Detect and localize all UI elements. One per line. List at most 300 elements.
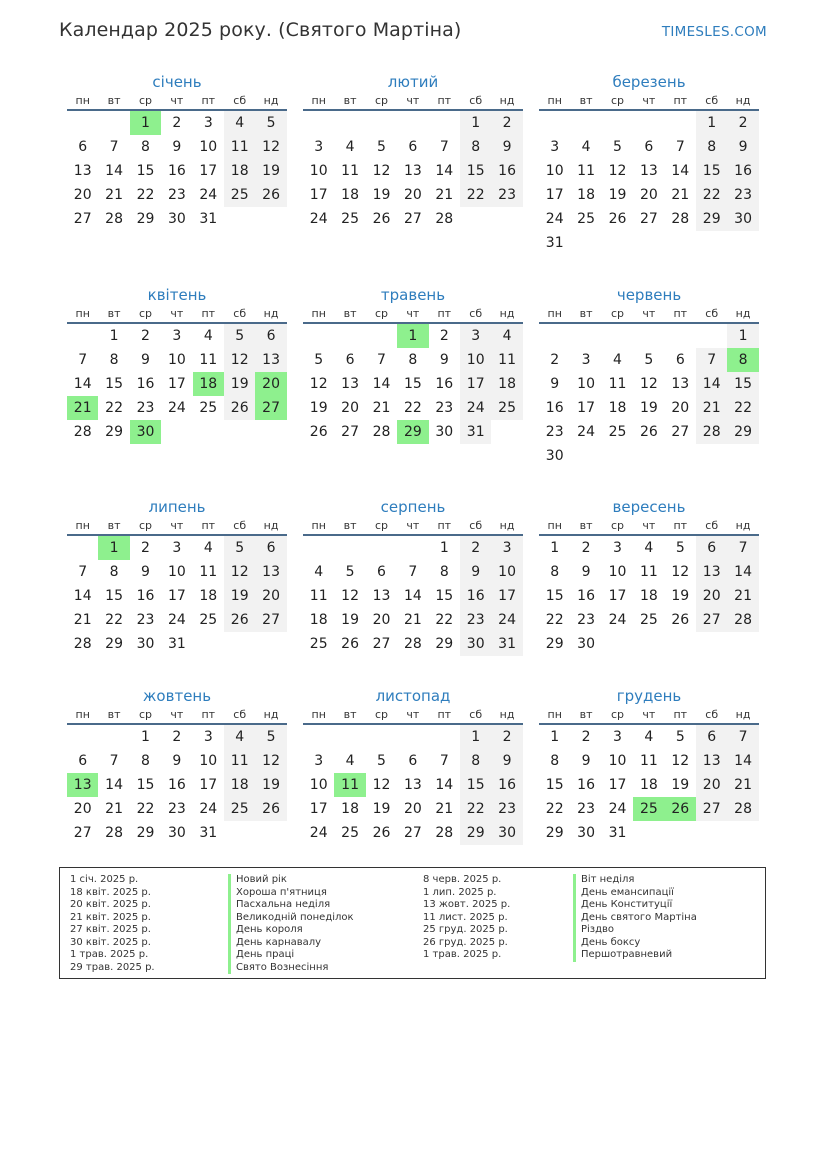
weekday-label: нд [263, 307, 279, 320]
weekday-header [303, 305, 523, 323]
day-cell: 22 [727, 396, 758, 420]
month-name: грудень [616, 687, 682, 705]
weekday-label: сб [233, 94, 247, 107]
day-cell: 23 [167, 801, 186, 817]
day-cell: 14 [73, 588, 92, 604]
day-cell: 7 [439, 139, 449, 155]
day-cell: 9 [581, 564, 591, 580]
day-cell: 28 [727, 797, 758, 821]
day-cell: 19 [372, 801, 391, 817]
weekday-label: пт [201, 708, 216, 721]
day-cell: 13 [341, 376, 359, 392]
day-cell: 26 [224, 608, 255, 632]
day-cell: 12 [255, 749, 286, 773]
weekday-label: вт [107, 708, 121, 721]
day-cell: 23 [435, 400, 454, 416]
day-cell: 12 [372, 777, 391, 793]
day-cell: 7 [439, 753, 449, 769]
day-cell: 12 [639, 376, 658, 392]
weekday-label: ср [610, 94, 624, 107]
weekday-label: ср [138, 708, 152, 721]
weekday-label: нд [499, 307, 515, 320]
month-block [303, 285, 523, 440]
day-cell: 2 [141, 328, 150, 344]
weekday-label: вт [107, 94, 121, 107]
legend-holiday-name: День емансипації [573, 887, 697, 900]
weekday-label: нд [735, 307, 751, 320]
day-cell: 23 [491, 183, 522, 207]
day-cell: 20 [639, 187, 658, 203]
weekday-label: вт [343, 519, 357, 532]
day-cell: 18 [224, 773, 255, 797]
day-cell: 13 [403, 163, 422, 179]
weekday-label: нд [263, 519, 279, 532]
month-block [539, 497, 759, 652]
legend-holiday-name: День короля [228, 924, 354, 937]
day-cell: 4 [203, 328, 213, 344]
day-cell: 6 [696, 536, 727, 560]
day-cell: 15 [435, 588, 454, 604]
day-cell: 2 [141, 540, 150, 556]
day-cell: 22 [403, 400, 422, 416]
day-cell: 28 [372, 424, 391, 440]
day-cell: 14 [696, 372, 727, 396]
legend-holiday-name: День карнавалу [228, 937, 354, 950]
weekday-label: ср [374, 94, 388, 107]
day-cell: 29 [460, 821, 491, 845]
day-cell: 2 [460, 536, 491, 560]
day-cell: 12 [224, 348, 255, 372]
day-cell: 9 [172, 753, 182, 769]
day-cell: 16 [460, 584, 491, 608]
month-name: вересень [612, 498, 686, 516]
weekday-header [67, 305, 287, 323]
day-cell: 29 [696, 207, 727, 231]
day-cell: 10 [577, 376, 595, 392]
weekday-label: чт [642, 307, 656, 320]
day-cell: 7 [78, 564, 88, 580]
day-cell: 25 [633, 797, 664, 821]
day-cell: 28 [73, 636, 92, 652]
day-cell: 25 [224, 797, 255, 821]
day-cell: 24 [167, 400, 186, 416]
weekday-label: сб [705, 708, 719, 721]
day-cell: 28 [403, 636, 422, 652]
day-cell: 25 [608, 424, 627, 440]
day-cell: 9 [439, 352, 449, 368]
legend-holiday-name: День боксу [573, 937, 697, 950]
day-cell: 24 [545, 211, 564, 227]
day-cell: 8 [550, 753, 560, 769]
day-cell: 30 [577, 636, 595, 652]
day-cell: 24 [460, 396, 491, 420]
month-block [303, 686, 523, 841]
day-cell: 19 [608, 187, 627, 203]
day-cell: 4 [613, 352, 622, 368]
day-cell: 28 [727, 608, 758, 632]
day-cell: 28 [435, 211, 454, 227]
day-cell: 23 [136, 612, 155, 628]
day-cell: 1 [460, 725, 491, 749]
weekday-label: чт [406, 519, 420, 532]
day-cell: 2 [439, 328, 449, 344]
day-cell: 4 [224, 111, 255, 135]
day-cell: 23 [577, 801, 595, 817]
day-cell: 19 [255, 773, 286, 797]
day-cell: 15 [105, 376, 123, 392]
day-cell: 28 [73, 424, 92, 440]
day-cell: 6 [345, 352, 355, 368]
day-cell: 6 [644, 139, 654, 155]
day-cell: 17 [309, 801, 328, 817]
day-cell: 12 [255, 135, 286, 159]
day-cell: 27 [255, 396, 286, 420]
weekday-label: пн [75, 94, 90, 107]
weekday-header [67, 92, 287, 110]
month-block [539, 285, 759, 464]
weekday-label: ср [138, 519, 152, 532]
legend-holiday-name: Новий рік [228, 874, 354, 887]
day-cell: 15 [545, 777, 564, 793]
day-cell: 15 [545, 588, 564, 604]
day-cell: 4 [491, 324, 522, 348]
month-name: травень [380, 286, 446, 304]
day-cell: 3 [172, 328, 182, 344]
weekday-label: пт [673, 94, 688, 107]
day-cell: 1 [141, 729, 150, 745]
day-cell: 26 [608, 211, 627, 227]
day-cell: 24 [167, 612, 186, 628]
day-cell: 28 [435, 825, 454, 841]
day-cell: 3 [550, 139, 560, 155]
day-cell: 9 [460, 560, 491, 584]
weekday-label: пт [437, 94, 452, 107]
day-cell: 4 [644, 540, 654, 556]
day-cell: 7 [377, 352, 386, 368]
day-cell: 27 [696, 608, 727, 632]
day-cell: 5 [255, 111, 286, 135]
day-cell: 3 [613, 729, 622, 745]
day-cell: 18 [341, 801, 359, 817]
day-cell: 13 [696, 749, 727, 773]
legend-date: 26 груд. 2025 р. [423, 936, 508, 948]
day-cell: 19 [255, 159, 286, 183]
weekday-label: нд [735, 94, 751, 107]
weekday-label: ср [374, 307, 388, 320]
legend-date: 1 лип. 2025 р. [423, 886, 497, 898]
day-cell: 8 [727, 348, 758, 372]
day-cell: 21 [435, 187, 454, 203]
day-cell: 9 [491, 135, 522, 159]
day-cell: 3 [314, 753, 324, 769]
day-cell: 16 [577, 588, 595, 604]
day-cell: 1 [550, 729, 560, 745]
day-cell: 11 [224, 749, 255, 773]
day-cell: 14 [727, 560, 758, 584]
weekday-label: чт [642, 94, 656, 107]
legend-date: 27 квіт. 2025 р. [70, 924, 151, 935]
day-cell: 1 [696, 111, 727, 135]
weekday-label: вт [579, 307, 593, 320]
day-cell: 14 [105, 163, 123, 179]
day-cell: 28 [671, 211, 690, 227]
day-cell: 11 [577, 163, 595, 179]
day-cell: 16 [491, 159, 522, 183]
day-cell: 13 [696, 560, 727, 584]
weekday-label: пт [673, 307, 688, 320]
day-cell: 8 [109, 352, 119, 368]
month-block [539, 686, 759, 841]
day-cell: 14 [435, 163, 454, 179]
weekday-label: пт [201, 307, 216, 320]
day-cell: 15 [696, 159, 727, 183]
day-cell: 13 [671, 376, 690, 392]
day-cell: 6 [696, 725, 727, 749]
weekday-label: сб [233, 307, 247, 320]
day-cell: 12 [341, 588, 359, 604]
legend-date: 21 квіт. 2025 р. [70, 911, 151, 923]
day-cell: 10 [199, 139, 218, 155]
day-cell: 11 [199, 564, 218, 580]
day-cell: 19 [372, 187, 391, 203]
legend-date: 20 квіт. 2025 р. [70, 899, 151, 910]
weekday-label: нд [735, 708, 751, 721]
day-cell: 1 [397, 324, 428, 348]
day-cell: 22 [105, 612, 123, 628]
day-cell: 27 [255, 608, 286, 632]
weekday-label: нд [499, 94, 515, 107]
weekday-label: пн [75, 519, 90, 532]
day-cell: 23 [727, 183, 758, 207]
month-block [67, 686, 287, 841]
day-cell: 14 [105, 777, 123, 793]
day-cell: 15 [460, 159, 491, 183]
day-cell: 1 [130, 111, 161, 135]
day-cell: 17 [608, 588, 627, 604]
weekday-label: чт [170, 519, 184, 532]
day-cell: 5 [377, 139, 386, 155]
weekday-label: ср [138, 307, 152, 320]
day-cell: 12 [309, 376, 328, 392]
weekday-label: пт [673, 519, 688, 532]
day-cell: 8 [550, 564, 560, 580]
day-cell: 10 [199, 753, 218, 769]
day-cell: 9 [550, 376, 560, 392]
day-cell: 26 [309, 424, 328, 440]
legend-date: 25 груд. 2025 р. [423, 924, 508, 935]
weekday-label: чт [170, 307, 184, 320]
site-logo-link[interactable]: TIMESLES.COM [661, 24, 767, 40]
day-cell: 7 [696, 348, 727, 372]
day-cell: 28 [105, 211, 123, 227]
day-cell: 5 [255, 725, 286, 749]
day-cell: 20 [73, 801, 92, 817]
day-cell: 6 [255, 324, 286, 348]
day-cell: 17 [309, 187, 328, 203]
day-cell: 1 [550, 540, 560, 556]
legend-date: 13 жовт. 2025 р. [423, 899, 511, 910]
day-cell: 18 [608, 400, 627, 416]
day-cell: 17 [460, 372, 491, 396]
day-cell: 11 [608, 376, 627, 392]
day-cell: 26 [671, 612, 690, 628]
day-cell: 10 [309, 163, 328, 179]
weekday-label: сб [705, 519, 719, 532]
weekday-label: вт [343, 94, 357, 107]
day-cell: 12 [372, 163, 391, 179]
day-cell: 7 [408, 564, 418, 580]
day-cell: 18 [577, 187, 595, 203]
day-cell: 22 [136, 801, 155, 817]
weekday-header [303, 517, 523, 535]
legend-holiday-name: Свято Вознесіння [228, 962, 354, 975]
day-cell: 2 [172, 729, 182, 745]
day-cell: 13 [403, 777, 422, 793]
day-cell: 29 [136, 825, 155, 841]
day-cell: 6 [408, 753, 418, 769]
month-name: липень [148, 498, 206, 516]
month-name: січень [152, 73, 202, 91]
day-cell: 1 [460, 111, 491, 135]
legend-date: 1 трав. 2025 р. [70, 949, 149, 960]
day-cell: 7 [727, 536, 758, 560]
weekday-label: сб [469, 519, 483, 532]
day-cell: 22 [545, 612, 564, 628]
day-cell: 15 [105, 588, 123, 604]
day-cell: 20 [341, 400, 359, 416]
day-cell: 12 [671, 564, 690, 580]
day-cell: 16 [435, 376, 454, 392]
day-cell: 20 [696, 773, 727, 797]
day-cell: 21 [727, 773, 758, 797]
day-cell: 3 [460, 324, 491, 348]
day-cell: 28 [696, 420, 727, 444]
weekday-label: вт [343, 307, 357, 320]
day-cell: 10 [167, 352, 186, 368]
weekday-label: пн [75, 708, 90, 721]
day-cell: 30 [435, 424, 454, 440]
day-cell: 18 [193, 372, 224, 396]
day-cell: 27 [341, 424, 359, 440]
day-cell: 11 [639, 753, 658, 769]
month-block [67, 72, 287, 227]
legend-dates-left [70, 874, 155, 974]
weekday-label: пн [547, 307, 562, 320]
weekday-label: пн [547, 519, 562, 532]
weekday-label: ср [374, 519, 388, 532]
day-cell: 14 [435, 777, 454, 793]
day-cell: 19 [224, 372, 255, 396]
day-cell: 8 [109, 564, 119, 580]
weekday-header [67, 517, 287, 535]
page-title: Календар 2025 року. (Святого Мартіна) [59, 19, 462, 41]
day-cell: 31 [199, 211, 218, 227]
day-cell: 25 [309, 636, 328, 652]
weekday-label: сб [705, 307, 719, 320]
day-cell: 10 [491, 560, 522, 584]
day-cell: 13 [73, 163, 92, 179]
day-cell: 4 [345, 139, 355, 155]
day-cell: 21 [67, 396, 98, 420]
month-block [303, 497, 523, 652]
day-cell: 16 [577, 777, 595, 793]
day-cell: 4 [203, 540, 213, 556]
legend-date: 29 трав. 2025 р. [70, 961, 155, 973]
day-cell: 20 [696, 584, 727, 608]
day-cell: 3 [203, 115, 213, 131]
day-cell: 19 [639, 400, 658, 416]
day-cell: 14 [403, 588, 422, 604]
day-cell: 23 [577, 612, 595, 628]
day-cell: 30 [577, 825, 595, 841]
day-cell: 26 [372, 211, 391, 227]
day-cell: 9 [727, 135, 758, 159]
day-cell: 23 [545, 424, 564, 440]
day-cell: 14 [372, 376, 391, 392]
day-cell: 24 [577, 424, 595, 440]
day-cell: 26 [224, 396, 255, 420]
day-cell: 24 [608, 801, 627, 817]
weekday-label: пт [437, 519, 452, 532]
month-name: березень [612, 73, 686, 91]
day-cell: 7 [727, 725, 758, 749]
day-cell: 15 [136, 777, 155, 793]
month-name: жовтень [142, 687, 212, 705]
day-cell: 30 [130, 420, 161, 444]
day-cell: 18 [341, 187, 359, 203]
day-cell: 7 [675, 139, 685, 155]
weekday-label: ср [610, 519, 624, 532]
day-cell: 4 [345, 753, 355, 769]
legend-date: 30 квіт. 2025 р. [70, 936, 151, 948]
day-cell: 5 [224, 324, 255, 348]
month-block [539, 72, 759, 251]
month-name: квітень [147, 286, 207, 304]
day-cell: 5 [377, 753, 386, 769]
day-cell: 10 [545, 163, 564, 179]
weekday-label: вт [343, 708, 357, 721]
month-block [67, 497, 287, 652]
day-cell: 25 [491, 396, 522, 420]
day-cell: 8 [460, 135, 491, 159]
weekday-label: пн [75, 307, 90, 320]
day-cell: 6 [675, 352, 685, 368]
day-cell: 21 [435, 801, 454, 817]
day-cell: 27 [403, 211, 422, 227]
day-cell: 13 [372, 588, 391, 604]
day-cell: 18 [491, 372, 522, 396]
month-name: лютий [387, 73, 439, 91]
day-cell: 24 [309, 825, 328, 841]
weekday-label: чт [170, 708, 184, 721]
legend-holiday-name: Пасхальна неділя [228, 899, 354, 912]
day-cell: 29 [545, 636, 564, 652]
day-cell: 26 [372, 825, 391, 841]
weekday-label: пт [673, 708, 688, 721]
weekday-label: сб [705, 94, 719, 107]
day-cell: 17 [167, 588, 186, 604]
weekday-label: вт [579, 519, 593, 532]
day-cell: 26 [341, 636, 359, 652]
day-cell: 28 [105, 825, 123, 841]
day-cell: 2 [491, 725, 522, 749]
day-cell: 16 [167, 777, 186, 793]
day-cell: 6 [255, 536, 286, 560]
day-cell: 5 [644, 352, 654, 368]
legend-date: 8 черв. 2025 р. [423, 874, 502, 885]
day-cell: 5 [675, 540, 685, 556]
day-cell: 23 [460, 608, 491, 632]
